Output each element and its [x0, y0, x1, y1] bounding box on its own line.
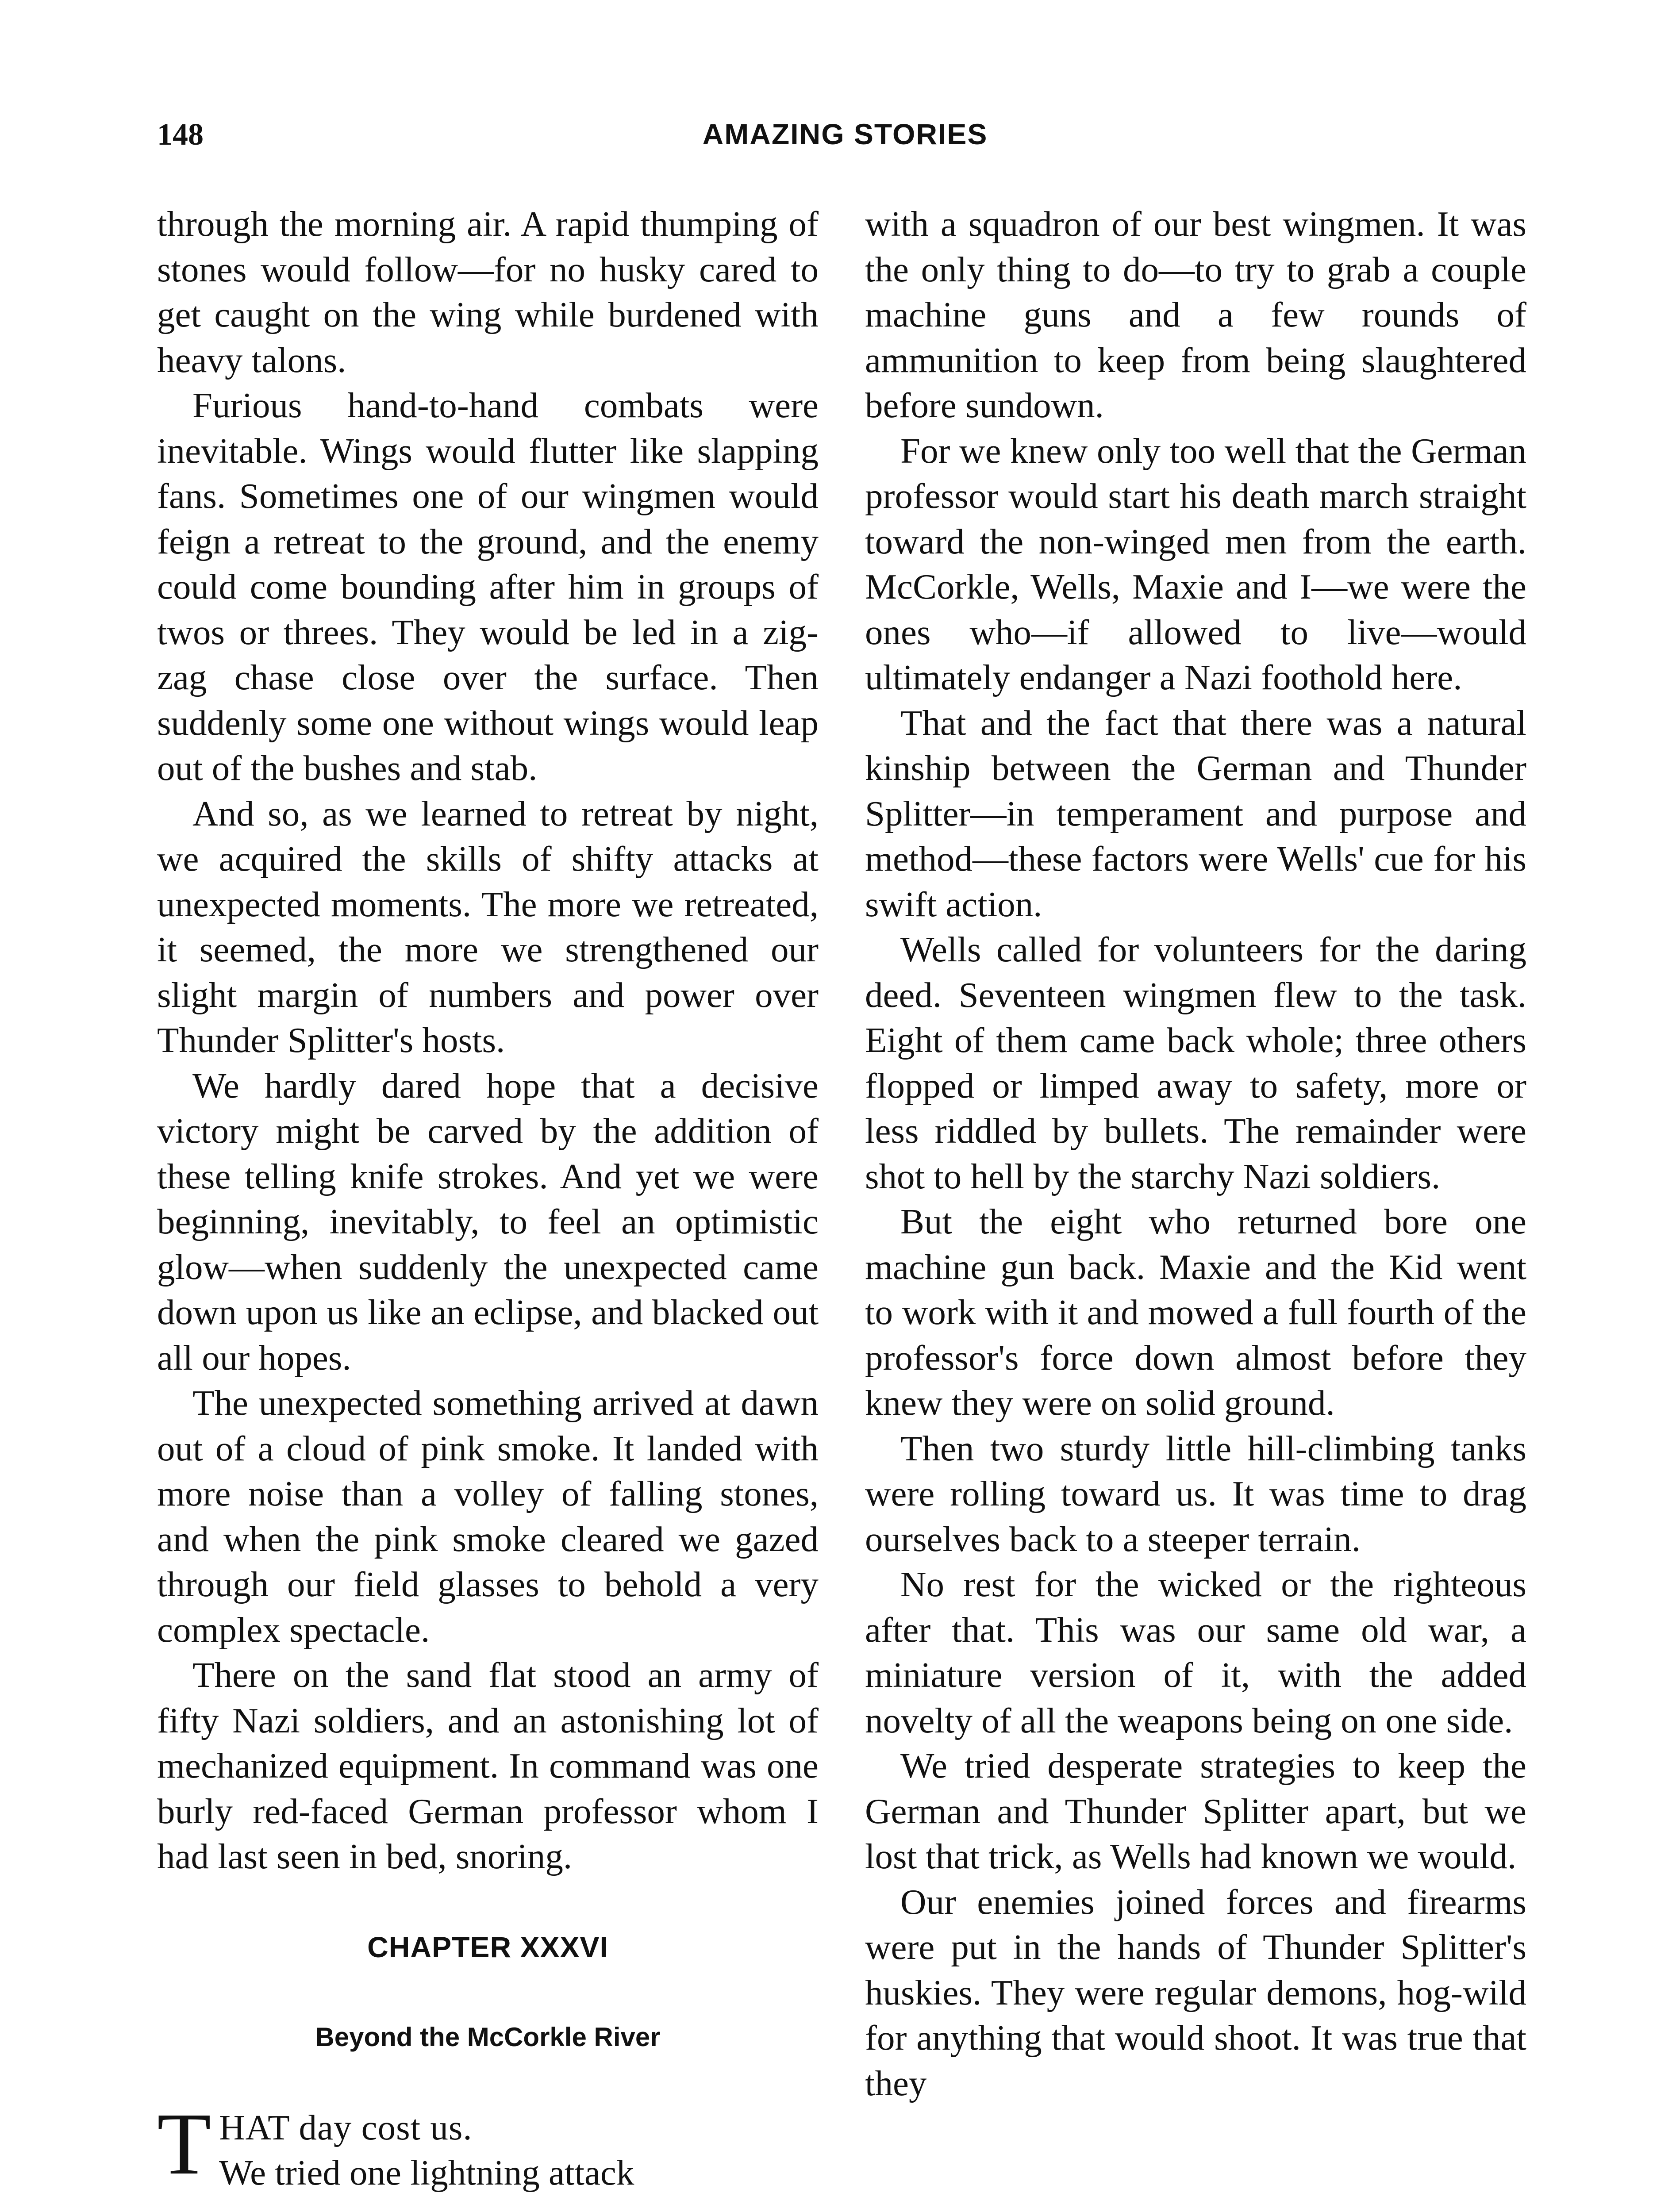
- paragraph: The unexpected something arrived at dawn out of a cloud of pink smoke. It landed with more noise than a volley of falling stones, and when the pink smoke cleared we gazed through our field glasses to behold a very complex spectacle.: [157, 1383, 819, 1650]
- paragraph: Wells called for volunteers for the daring deed. Seventeen wingmen flew to the task. Eight of them came back whole; three others flopped or limped away to safety, more or less riddled by bullets. The remainder were shot to hell by the starchy Nazi soldiers.: [865, 929, 1526, 1196]
- paragraph: Furious hand-to-hand combats were inevitable. Wings would flutter like slapping fans. Sometimes one of our wingmen would feign a retreat to the ground, and the enemy could come bounding after him in groups of twos or threes. They would be led in a zig-zag chase close over the surface. Then suddenly some one without wings would leap out of the bushes and stab.: [157, 385, 819, 788]
- paragraph: No rest for the wicked or the righteous after that. This was our same old war, a miniature version of it, with the added novelty of all the weapons being on one side.: [865, 1564, 1526, 1740]
- paragraph: And so, as we learned to retreat by night, we acquired the skills of shifty attacks at unexpected moments. The more we retreated, it seemed, the more we strengthened our slight margin of numbers and power over Thunder Splitter's hosts.: [157, 793, 819, 1060]
- paragraph: with a squadron of our best wingmen. It was the only thing to do—to try to grab a couple machine guns and a few rounds of ammunition to keep from being slaughtered before sundown.: [865, 204, 1526, 425]
- opening-next-line: We tried one lightning attack: [219, 2153, 634, 2193]
- paragraph: Our enemies joined forces and firearms were put in the hands of Thunder Splitter's huskies. They were regular demons, hog-wild for anything that would shoot. It was true that they: [865, 1882, 1526, 2103]
- running-head: AMAZING STORIES: [702, 118, 988, 150]
- paragraph: Then two sturdy little hill-climbing tanks were rolling toward us. It was time to drag ourselves back to a steeper terrain.: [865, 1428, 1526, 1559]
- paragraph: We hardly dared hope that a decisive victory might be carved by the addition of these telling knife strokes. And yet we were beginning, inevitably, to feel an optimistic glow—when suddenly the unexpected came down upon us like an eclipse, and blacked out all our hopes.: [157, 1065, 819, 1378]
- drop-cap: T: [157, 2095, 211, 2193]
- chapter-opening: [157, 2095, 819, 2196]
- paragraph: That and the fact that there was a natural kinship between the German and Thunder Splitter—in temperament and purpose and method—these factors were Wells' cue for his swift action.: [865, 703, 1526, 924]
- chapter-subtitle: Beyond the McCorkle River: [315, 2022, 661, 2052]
- paragraph: But the eight who returned bore one machine gun back. Maxie and the Kid went to work with it and mowed a full fourth of the professor's force down almost before they knew they were on solid ground.: [865, 1202, 1526, 1423]
- paragraph: through the morning air. A rapid thumping of stones would follow—for no husky cared to get caught on the wing while burdened with heavy talons.: [157, 204, 819, 380]
- page-header: [157, 117, 1533, 166]
- opening-line: HAT day cost us.: [219, 2107, 473, 2147]
- chapter-title: CHAPTER XXXVI: [367, 1930, 608, 1963]
- left-column: [157, 201, 819, 2212]
- paragraph: We tried desperate strategies to keep the German and Thunder Splitter apart, but we lost that trick, as Wells had known we would.: [865, 1746, 1526, 1876]
- right-column: [865, 201, 1526, 2212]
- page-number: 148: [157, 118, 204, 152]
- paragraph: For we knew only too well that the German professor would start his death march straight toward the non-winged men from the earth. McCorkle, Wells, Maxie and I—we were the ones who—if allowed to live—would ultimately endanger a Nazi foothold here.: [865, 430, 1526, 697]
- paragraph: There on the sand flat stood an army of fifty Nazi soldiers, and an astonishing lot of mechanized equipment. In command was one burly red-faced German professor whom I had last seen in bed, snoring.: [157, 1655, 819, 1876]
